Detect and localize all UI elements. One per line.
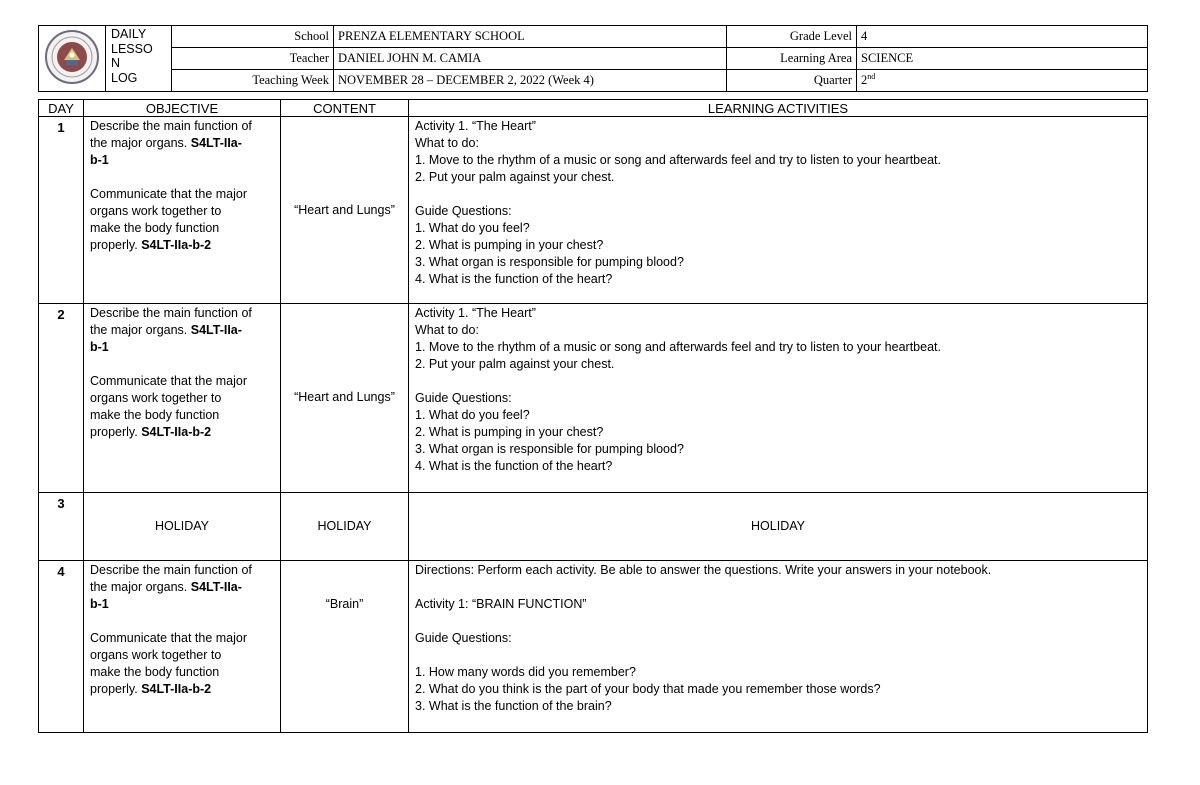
activity-line: What to do: — [415, 136, 479, 151]
activity-line: 2. What do you think is the part of your body that made you remember those words? — [415, 681, 881, 696]
content-cell: “Brain” — [281, 560, 409, 732]
objective-text — [90, 579, 274, 596]
daily-lesson-log-title — [106, 26, 172, 92]
objective-text: organs work together to — [90, 391, 222, 406]
competency-code: S4LT-IIa-b-2 — [141, 425, 212, 440]
activity-line: 1. How many words did you remember? — [415, 664, 636, 679]
objective-text: Describe the main function of — [90, 562, 252, 577]
title-line: LOG — [111, 70, 138, 85]
grade-level-label: Grade Level — [727, 26, 857, 48]
activity-line: 3. What organ is responsible for pumping blood? — [415, 442, 684, 457]
lesson-table — [38, 99, 1148, 733]
objective-text: organs work together to — [90, 647, 222, 662]
activity-line: Directions: Perform each activity. Be able to answer the questions. Write your answers in your notebook. — [415, 562, 992, 577]
teaching-week-label: Teaching Week — [172, 70, 334, 92]
day-number: 2 — [39, 304, 84, 492]
activity-line: 2. What is pumping in your chest? — [415, 238, 604, 253]
quarter-suffix: nd — [867, 72, 876, 82]
objective-text: Describe the main function of — [90, 119, 252, 134]
activity-line: 4. What is the function of the heart? — [415, 459, 613, 474]
school-seal-logo — [39, 26, 106, 92]
objective-text — [90, 135, 274, 152]
competency-code: S4LT-IIa- — [190, 323, 242, 338]
competency-code: S4LT-IIa-b-2 — [141, 238, 212, 253]
objective-text: make the body function — [90, 664, 220, 679]
table-header-row — [39, 100, 1148, 117]
activities-column-header: LEARNING ACTIVITIES — [409, 100, 1148, 117]
objective-text: organs work together to — [90, 204, 222, 219]
objective-text: Communicate that the major — [90, 187, 248, 202]
content-cell: “Heart and Lungs” — [281, 304, 409, 492]
table-row — [39, 117, 1148, 304]
activity-line: 3. What organ is responsible for pumping blood? — [415, 255, 684, 270]
objective-text: make the body function — [90, 408, 220, 423]
table-row — [39, 560, 1148, 732]
day-number: 1 — [39, 117, 84, 304]
activity-line: 2. Put your palm against your chest. — [415, 170, 615, 185]
activities-cell — [409, 117, 1148, 304]
competency-code: b-1 — [90, 153, 109, 168]
competency-code: S4LT-IIa- — [190, 579, 242, 594]
objective-text: Describe the main function of — [90, 306, 252, 321]
quarter-number: 2 — [861, 73, 868, 88]
teacher-value: DANIEL JOHN M. CAMIA — [334, 48, 727, 70]
school-label: School — [172, 26, 334, 48]
activity-line: Activity 1. “The Heart” — [415, 306, 536, 321]
table-row — [39, 304, 1148, 492]
activity-line: 1. What do you feel? — [415, 221, 530, 236]
activity-line: Guide Questions: — [415, 204, 512, 219]
quarter-label: Quarter — [727, 70, 857, 92]
objective-cell — [84, 560, 281, 732]
holiday-content: HOLIDAY — [281, 492, 409, 560]
holiday-activities: HOLIDAY — [409, 492, 1148, 560]
objective-text — [90, 322, 274, 339]
objective-text — [90, 681, 274, 698]
objective-text: make the body function — [90, 221, 220, 236]
objective-text: Communicate that the major — [90, 374, 248, 389]
activity-line: 3. What is the function of the brain? — [415, 698, 612, 713]
content-column-header: CONTENT — [281, 100, 409, 117]
objective-text-part: the major organs. — [90, 323, 191, 338]
objective-column-header: OBJECTIVE — [84, 100, 281, 117]
day-column-header: DAY — [39, 100, 84, 117]
title-line: LESSO — [111, 41, 153, 56]
day-number: 4 — [39, 560, 84, 732]
objective-text — [90, 424, 274, 441]
school-seal-icon — [44, 29, 100, 85]
school-value: PRENZA ELEMENTARY SCHOOL — [334, 26, 727, 48]
holiday-objective: HOLIDAY — [84, 492, 281, 560]
objective-text-part: properly. — [90, 238, 142, 253]
table-row — [39, 492, 1148, 560]
objective-text-part: the major organs. — [90, 136, 191, 151]
content-cell: “Heart and Lungs” — [281, 117, 409, 304]
activity-line: 2. Put your palm against your chest. — [415, 357, 615, 372]
title-line: N — [111, 56, 121, 70]
activity-line: 2. What is pumping in your chest? — [415, 425, 604, 440]
teacher-label: Teacher — [172, 48, 334, 70]
learning-area-value: SCIENCE — [857, 48, 1148, 70]
competency-code: b-1 — [90, 596, 109, 611]
activities-cell — [409, 560, 1148, 732]
activity-line: What to do: — [415, 323, 479, 338]
activity-line: Guide Questions: — [415, 630, 512, 645]
activity-line: 1. Move to the rhythm of a music or song and afterwards feel and try to listen to your heartbeat. — [415, 153, 941, 168]
quarter-value — [857, 70, 1148, 92]
objective-cell — [84, 304, 281, 492]
title-line: DAILY — [111, 27, 147, 41]
header-table — [38, 25, 1148, 92]
activity-line: Activity 1. “The Heart” — [415, 119, 536, 134]
activity-line: 1. What do you feel? — [415, 408, 530, 423]
activity-line: 1. Move to the rhythm of a music or song and afterwards feel and try to listen to your heartbeat. — [415, 340, 941, 355]
objective-text-part: the major organs. — [90, 579, 191, 594]
objective-text-part: properly. — [90, 425, 142, 440]
activities-cell — [409, 304, 1148, 492]
activity-line: Guide Questions: — [415, 391, 512, 406]
objective-text: Communicate that the major — [90, 630, 248, 645]
competency-code: b-1 — [90, 340, 109, 355]
objective-text-part: properly. — [90, 681, 142, 696]
learning-area-label: Learning Area — [727, 48, 857, 70]
grade-level-value: 4 — [857, 26, 1148, 48]
objective-text — [90, 237, 274, 254]
competency-code: S4LT-IIa- — [190, 136, 242, 151]
teaching-week-value: NOVEMBER 28 – DECEMBER 2, 2022 (Week 4) — [334, 70, 727, 92]
activity-line: 4. What is the function of the heart? — [415, 272, 613, 287]
objective-cell — [84, 117, 281, 304]
day-number: 3 — [39, 492, 84, 560]
competency-code: S4LT-IIa-b-2 — [141, 681, 212, 696]
activity-line: Activity 1: “BRAIN FUNCTION” — [415, 596, 587, 611]
